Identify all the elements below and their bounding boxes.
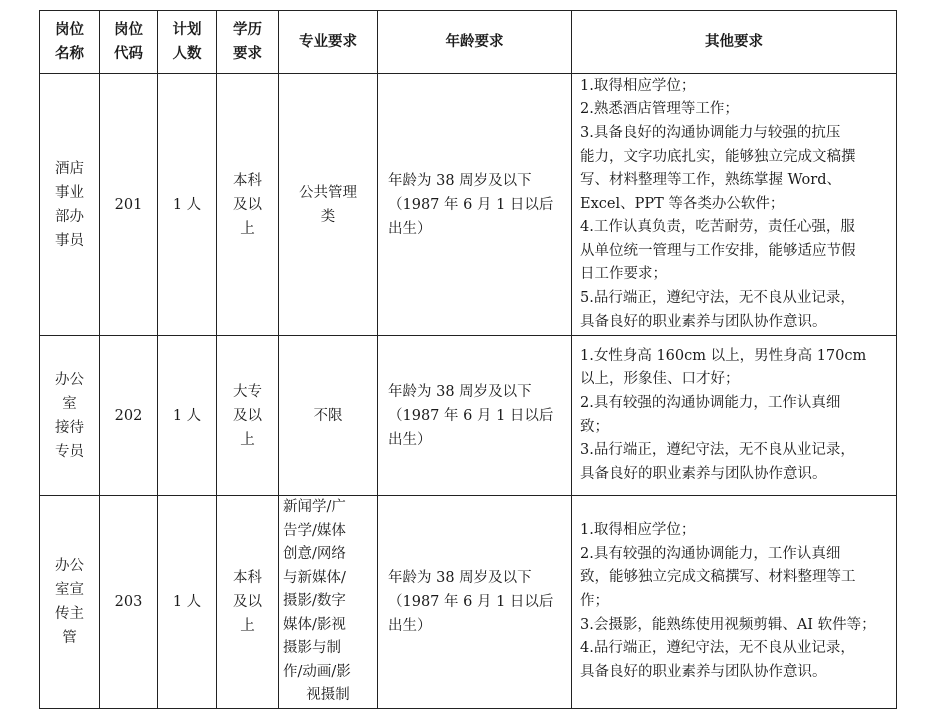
other-requirements-cell: 1.取得相应学位； 2.熟悉酒店管理等工作； 3.具备良好的沟通协调能力与较强的抗压 能力，文字功底扎实，能够独立完成文稿撰 写、材料整理等工作，熟练掌握 Word、 Excel、PPT 等各类办公软件； 4.工作认真负责，吃苦耐劳，责任心强，服 从单位统一管理与工作安排，能够适应节假 日工作要求； 5.品行端正，遵纪守法，无不良从业记录， 具备良好的职业素养与团队协作意识。 (572, 74, 897, 336)
education-cell: 本科 及以 上 (217, 74, 279, 336)
header-other: 其他要求 (572, 11, 897, 74)
header-education: 学历 要求 (217, 11, 279, 74)
major-cell: 不限 (279, 336, 378, 496)
header-major: 专业要求 (279, 11, 378, 74)
other-requirements-cell: 1.女性身高 160cm 以上，男性身高 170cm 以上，形象佳、口才好； 2.具有较强的沟通协调能力，工作认真细 致； 3.品行端正，遵纪守法，无不良从业记录， 具备良好的职业素养与团队协作意识。 (572, 336, 897, 496)
plan-count-cell: 1 人 (158, 74, 217, 336)
job-requirements-table (39, 10, 897, 709)
education-cell: 大专 及以 上 (217, 336, 279, 496)
post-code-cell: 201 (100, 74, 158, 336)
header-age: 年龄要求 (378, 11, 572, 74)
age-cell: 年龄为 38 周岁及以下 （1987 年 6 月 1 日以后 出生） (378, 336, 572, 496)
other-requirements-cell: 1.取得相应学位； 2.具有较强的沟通协调能力，工作认真细 致，能够独立完成文稿撰写、材料整理等工 作； 3.会摄影，能熟练使用视频剪辑、AI 软件等； 4.品行端正，遵纪守法，无不良从业记录， 具备良好的职业素养与团队协作意识。 (572, 496, 897, 709)
major-cell: 公共管理 类 (279, 74, 378, 336)
plan-count-cell: 1 人 (158, 496, 217, 709)
education-cell: 本科 及以 上 (217, 496, 279, 709)
post-name-cell: 办公 室 接待 专员 (40, 336, 100, 496)
table-row (40, 74, 897, 336)
post-name-cell: 办公 室宣 传主 管 (40, 496, 100, 709)
header-post-code: 岗位 代码 (100, 11, 158, 74)
header-post-name: 岗位 名称 (40, 11, 100, 74)
major-cell: 新闻学/广 告学/媒体 创意/网络 与新媒体/ 摄影/数字 媒体/影视 摄影与制 作/动画/影 视摄制 (279, 496, 378, 709)
table-row (40, 496, 897, 709)
header-plan-count: 计划 人数 (158, 11, 217, 74)
age-cell: 年龄为 38 周岁及以下 （1987 年 6 月 1 日以后 出生） (378, 496, 572, 709)
post-code-cell: 203 (100, 496, 158, 709)
age-cell: 年龄为 38 周岁及以下 （1987 年 6 月 1 日以后 出生） (378, 74, 572, 336)
post-code-cell: 202 (100, 336, 158, 496)
plan-count-cell: 1 人 (158, 336, 217, 496)
post-name-cell: 酒店 事业 部办 事员 (40, 74, 100, 336)
table-header-row (40, 11, 897, 74)
table-row (40, 336, 897, 496)
